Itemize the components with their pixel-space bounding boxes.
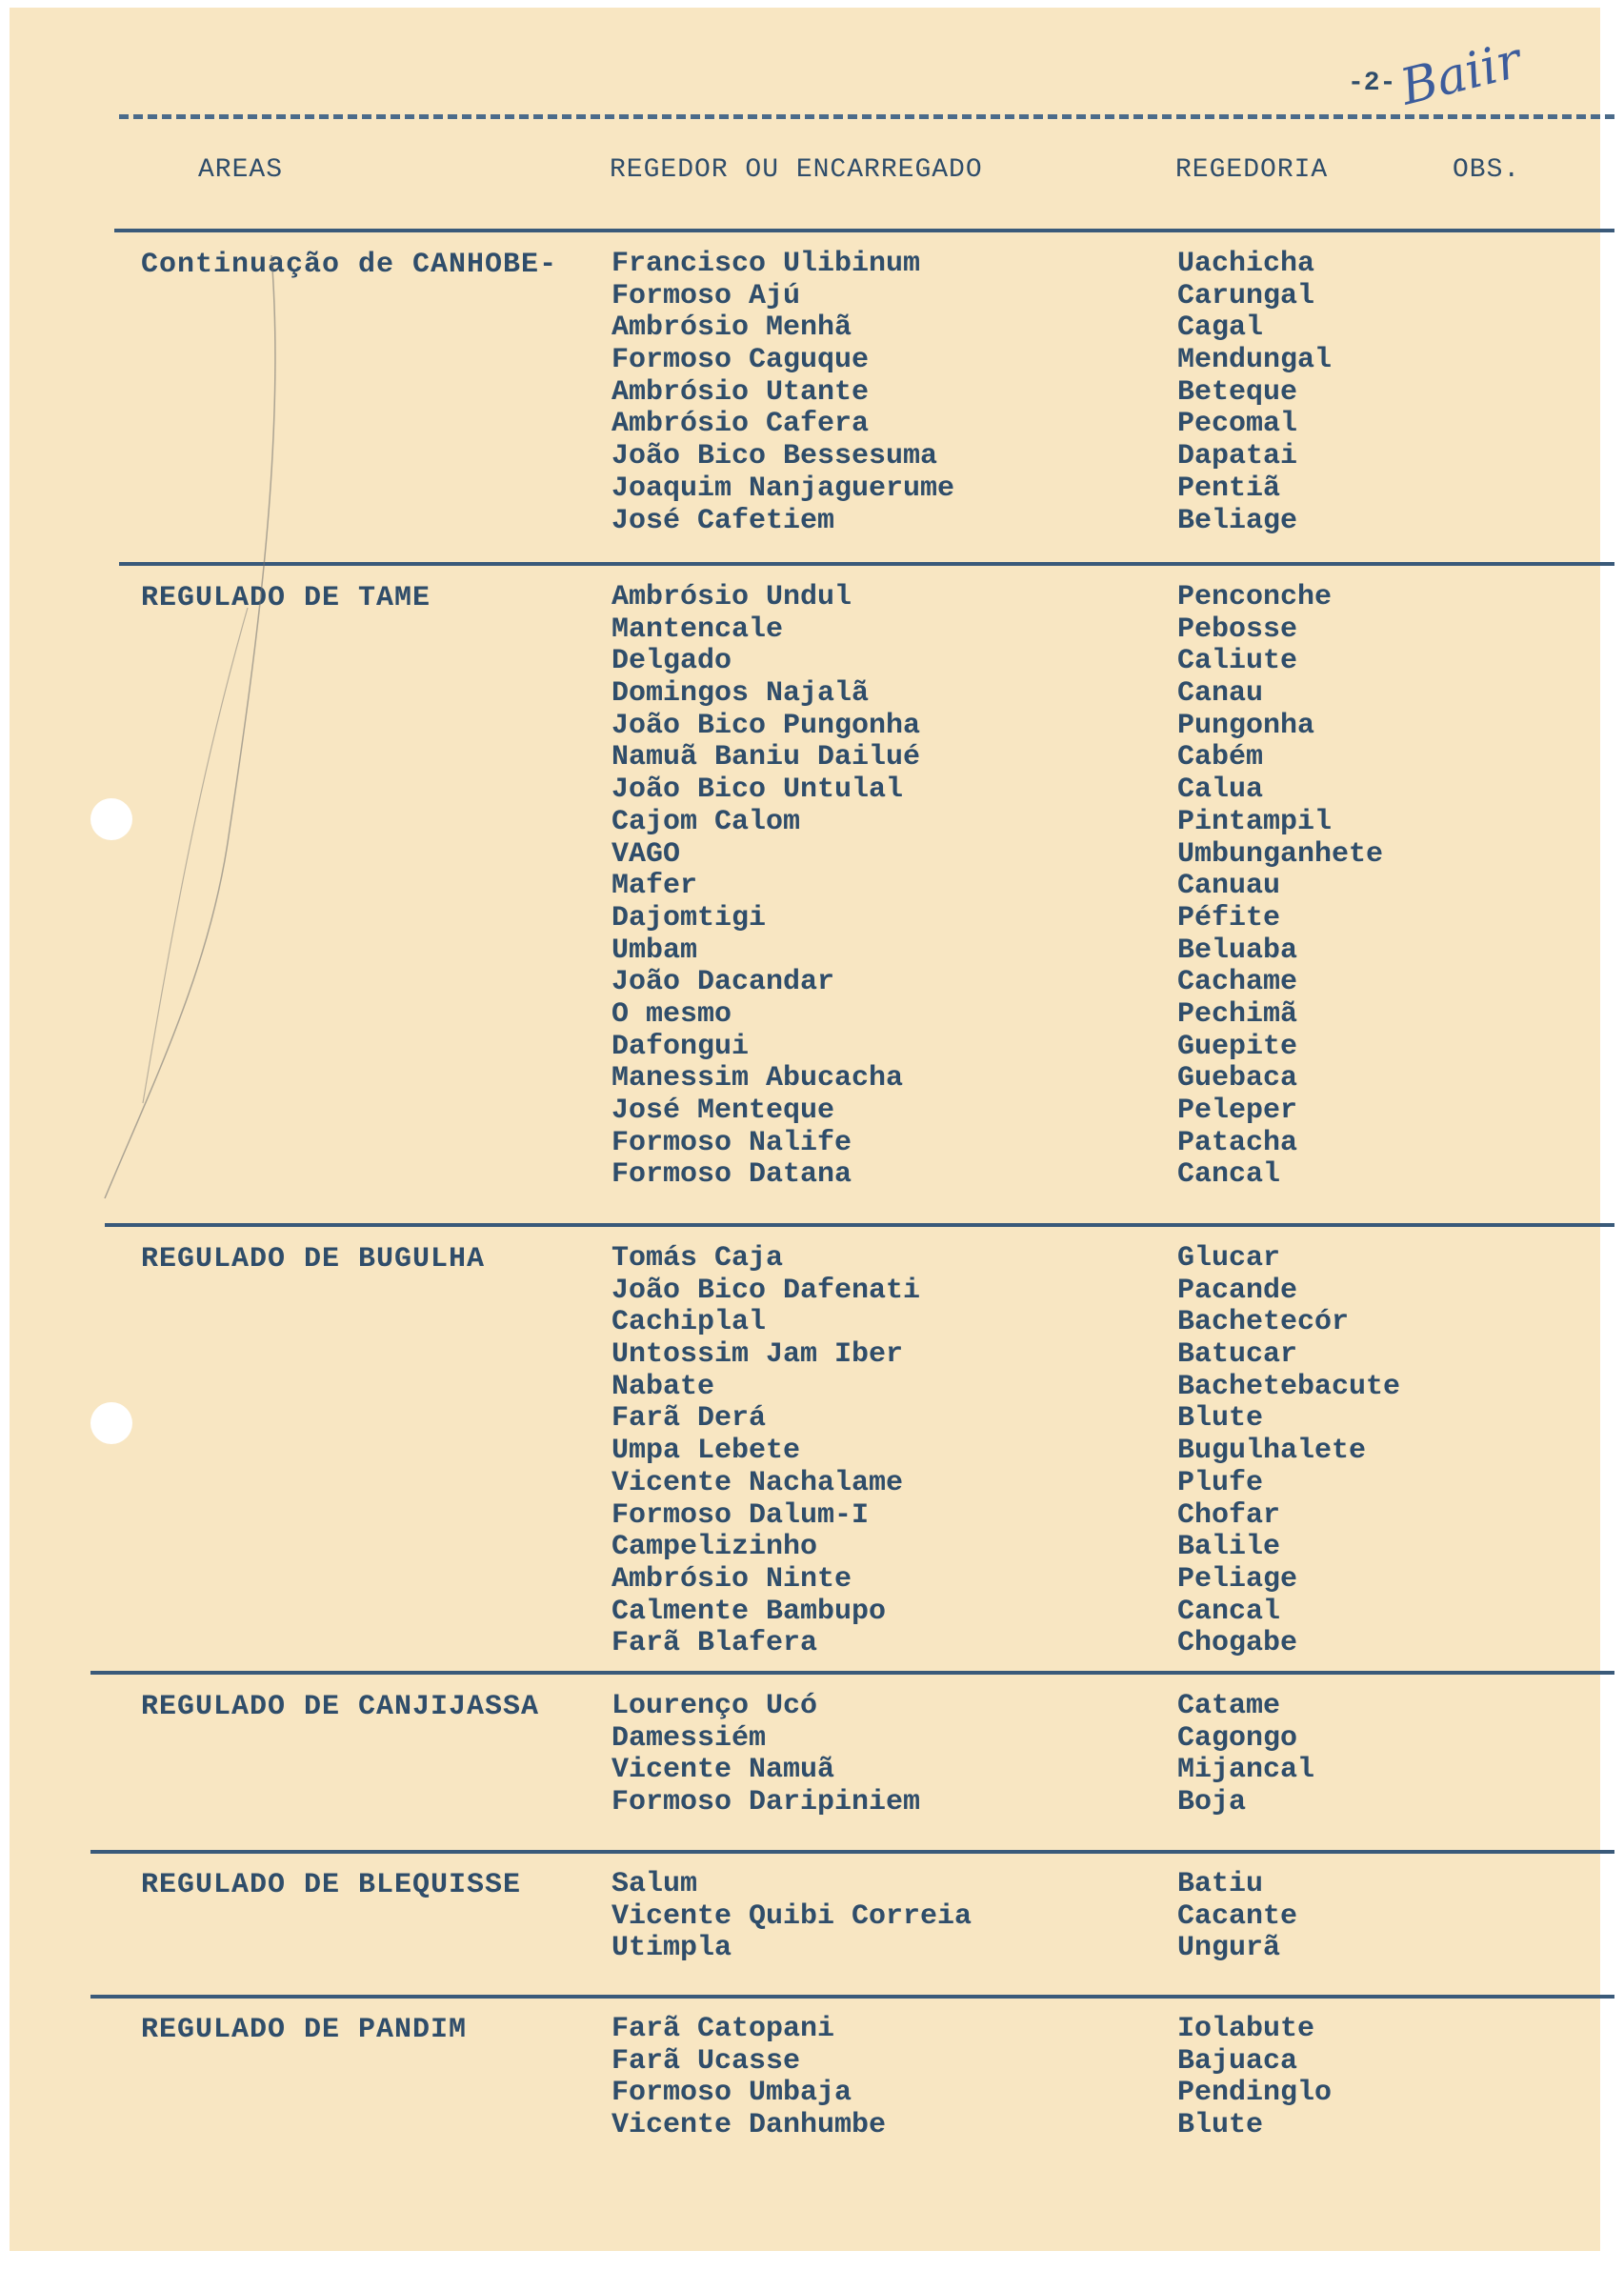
regedoria-name: Uachicha xyxy=(1177,248,1315,280)
area-label-tame: REGULADO DE TAME xyxy=(141,582,431,614)
area-label-canhobe: Continuação de CANHOBE- xyxy=(141,249,558,281)
regedor-name: O mesmo xyxy=(612,997,732,1031)
regedoria-column xyxy=(1177,2014,1332,2142)
regedoria-name: Carungal xyxy=(1177,279,1315,312)
regedoria-name: Boja xyxy=(1177,1786,1247,1819)
regedor-name: Formoso Caguque xyxy=(612,344,870,377)
regedoria-name: Pechimã xyxy=(1177,997,1298,1031)
regedor-name: Farã Ucasse xyxy=(612,2044,801,2078)
regedor-name: Mafer xyxy=(612,870,698,903)
regedoria-name: Plufe xyxy=(1177,1466,1264,1499)
punch-hole-bottom xyxy=(90,1402,132,1444)
regedoria-name: Mijancal xyxy=(1177,1754,1315,1787)
top-dashed-rule xyxy=(119,114,1614,119)
area-label-blequisse: REGULADO DE BLEQUISSE xyxy=(141,1869,522,1901)
section-rule xyxy=(119,562,1614,566)
regedor-name: Cachiplal xyxy=(612,1306,767,1339)
regedor-name: Domingos Najalã xyxy=(612,677,870,711)
regedoria-name: Cagal xyxy=(1177,311,1264,345)
regedoria-name: Cagongo xyxy=(1177,1721,1298,1755)
regedoria-column xyxy=(1177,1869,1297,1965)
regedor-name: Farã Blafera xyxy=(612,1627,818,1660)
regedor-name: Mantencale xyxy=(612,613,784,646)
regedoria-name: Bachetecór xyxy=(1177,1306,1350,1339)
regedor-name: Namuã Baniu Dailué xyxy=(612,741,921,774)
regedor-name: Manessim Abucacha xyxy=(612,1062,904,1095)
regedoria-name: Mendungal xyxy=(1177,344,1333,377)
regedor-name: Delgado xyxy=(612,645,732,678)
regedoria-name: Batucar xyxy=(1177,1338,1298,1372)
regedor-name: Dajomtigi xyxy=(612,901,767,934)
regedoria-name: Penconche xyxy=(1177,581,1333,613)
section-rule xyxy=(105,1223,1614,1227)
regedoria-name: Peliage xyxy=(1177,1562,1298,1596)
regedoria-column xyxy=(1177,1691,1314,1819)
regedor-name: Vicente Nachalame xyxy=(612,1466,904,1499)
regedoria-name: Bajuaca xyxy=(1177,2044,1298,2078)
regedoria-name: Péfite xyxy=(1177,901,1281,934)
regedor-name: José Cafetiem xyxy=(612,504,835,537)
regedoria-name: Pintampil xyxy=(1177,805,1333,838)
regedoria-name: Beluaba xyxy=(1177,934,1298,967)
regedor-name: Vicente Danhumbe xyxy=(612,2109,887,2142)
regedoria-name: Pungonha xyxy=(1177,709,1315,742)
header-obs: OBS. xyxy=(1453,155,1521,185)
regedor-name: Umpa Lebete xyxy=(612,1435,801,1468)
regedor-name: Formoso Umbaja xyxy=(612,2077,852,2110)
regedoria-column xyxy=(1177,1243,1400,1660)
header-areas: AREAS xyxy=(198,155,284,185)
section-rule xyxy=(90,1995,1614,1999)
regedor-name: Salum xyxy=(612,1868,698,1900)
regedor-name: Campelizinho xyxy=(612,1531,818,1564)
regedoria-name: Canuau xyxy=(1177,870,1281,903)
regedor-column xyxy=(612,582,920,1192)
regedor-name: Farã Catopani xyxy=(612,2013,835,2045)
regedoria-name: Glucar xyxy=(1177,1242,1281,1275)
regedor-name: Vicente Quibi Correia xyxy=(612,1899,972,1933)
regedor-name: Joaquim Nanjaguerume xyxy=(612,472,955,505)
document-page xyxy=(10,8,1600,2251)
regedoria-name: Beteque xyxy=(1177,375,1298,409)
regedor-name: Ambrósio Undul xyxy=(612,581,852,613)
regedor-name: Utimpla xyxy=(612,1932,732,1965)
regedor-name: Francisco Ulibinum xyxy=(612,248,921,280)
regedor-name: Untossim Jam Iber xyxy=(612,1338,904,1372)
regedoria-name: Chogabe xyxy=(1177,1627,1298,1660)
regedor-name: Ambrósio Ninte xyxy=(612,1562,852,1596)
regedor-name: Calmente Bambupo xyxy=(612,1595,887,1628)
regedor-name: João Bico Dafenati xyxy=(612,1274,921,1307)
regedoria-name: Iolabute xyxy=(1177,2013,1315,2045)
regedor-name: João Bico Bessesuma xyxy=(612,440,938,473)
regedoria-name: Pacande xyxy=(1177,1274,1298,1307)
regedoria-name: Batiu xyxy=(1177,1868,1264,1900)
regedoria-name: Canau xyxy=(1177,677,1264,711)
regedoria-name: Balile xyxy=(1177,1531,1281,1564)
regedoria-name: Cacante xyxy=(1177,1899,1298,1933)
regedor-name: João Bico Untulal xyxy=(612,773,904,807)
regedor-name: João Bico Pungonha xyxy=(612,709,921,742)
regedor-name: Formoso Dalum-I xyxy=(612,1498,870,1532)
regedor-name: Formoso Daripiniem xyxy=(612,1786,921,1819)
regedoria-name: Pebosse xyxy=(1177,613,1298,646)
regedoria-name: Cabém xyxy=(1177,741,1264,774)
regedoria-name: Chofar xyxy=(1177,1498,1281,1532)
regedor-name: Farã Derá xyxy=(612,1402,767,1436)
regedoria-name: Calua xyxy=(1177,773,1264,807)
header-regedoria: REGEDORIA xyxy=(1175,155,1329,185)
regedor-name: Damessiém xyxy=(612,1721,767,1755)
regedoria-name: Blute xyxy=(1177,1402,1264,1436)
area-label-canjijassa: REGULADO DE CANJIJASSA xyxy=(141,1691,540,1723)
regedor-column xyxy=(612,2014,886,2142)
regedoria-name: Pecomal xyxy=(1177,408,1298,441)
regedor-name: João Dacandar xyxy=(612,966,835,999)
regedor-name: Nabate xyxy=(612,1370,715,1403)
regedoria-name: Caliute xyxy=(1177,645,1298,678)
regedoria-name: Catame xyxy=(1177,1690,1281,1722)
regedoria-name: Peleper xyxy=(1177,1095,1298,1127)
section-rule xyxy=(90,1671,1614,1675)
pencil-mark xyxy=(67,246,314,1217)
regedoria-name: Bachetebacute xyxy=(1177,1370,1401,1403)
regedoria-name: Bugulhalete xyxy=(1177,1435,1367,1468)
regedor-name: Dafongui xyxy=(612,1030,750,1063)
regedor-name: Formoso Nalife xyxy=(612,1126,852,1159)
regedor-column xyxy=(612,249,954,537)
regedor-name: Formoso Ajú xyxy=(612,279,801,312)
regedoria-name: Beliage xyxy=(1177,504,1298,537)
regedoria-name: Cachame xyxy=(1177,966,1298,999)
regedor-name: Ambrósio Cafera xyxy=(612,408,870,441)
section-rule xyxy=(90,1850,1614,1854)
regedor-name: Tomás Caja xyxy=(612,1242,784,1275)
regedor-name: Lourenço Ucó xyxy=(612,1690,818,1722)
handwritten-signature: Baiir xyxy=(1394,31,1527,117)
regedor-column xyxy=(612,1869,972,1965)
regedor-name: Ambrósio Utante xyxy=(612,375,870,409)
regedor-column xyxy=(612,1691,920,1819)
regedoria-name: Ungurã xyxy=(1177,1932,1281,1965)
regedoria-name: Guepite xyxy=(1177,1030,1298,1063)
regedoria-name: Patacha xyxy=(1177,1126,1298,1159)
regedor-name: Umbam xyxy=(612,934,698,967)
regedor-name: Vicente Namuã xyxy=(612,1754,835,1787)
regedoria-name: Cancal xyxy=(1177,1595,1281,1628)
regedor-name: Formoso Datana xyxy=(612,1158,852,1192)
page-number: -2- xyxy=(1348,69,1396,98)
regedor-column xyxy=(612,1243,920,1660)
regedoria-name: Blute xyxy=(1177,2109,1264,2142)
regedoria-name: Pendinglo xyxy=(1177,2077,1333,2110)
regedoria-name: Cancal xyxy=(1177,1158,1281,1192)
regedoria-name: Dapatai xyxy=(1177,440,1298,473)
regedoria-name: Guebaca xyxy=(1177,1062,1298,1095)
header-regedor: REGEDOR OU ENCARREGADO xyxy=(610,155,983,185)
regedor-name: Ambrósio Menhã xyxy=(612,311,852,345)
regedoria-name: Umbunganhete xyxy=(1177,837,1384,871)
area-label-pandim: REGULADO DE PANDIM xyxy=(141,2014,468,2046)
regedor-name: Cajom Calom xyxy=(612,805,801,838)
regedoria-column xyxy=(1177,582,1383,1192)
area-label-bugulha: REGULADO DE BUGULHA xyxy=(141,1243,486,1276)
regedoria-name: Pentiã xyxy=(1177,472,1281,505)
regedoria-column xyxy=(1177,249,1332,537)
section-rule xyxy=(114,229,1614,232)
regedor-name: José Menteque xyxy=(612,1095,835,1127)
regedor-name: VAGO xyxy=(612,837,681,871)
